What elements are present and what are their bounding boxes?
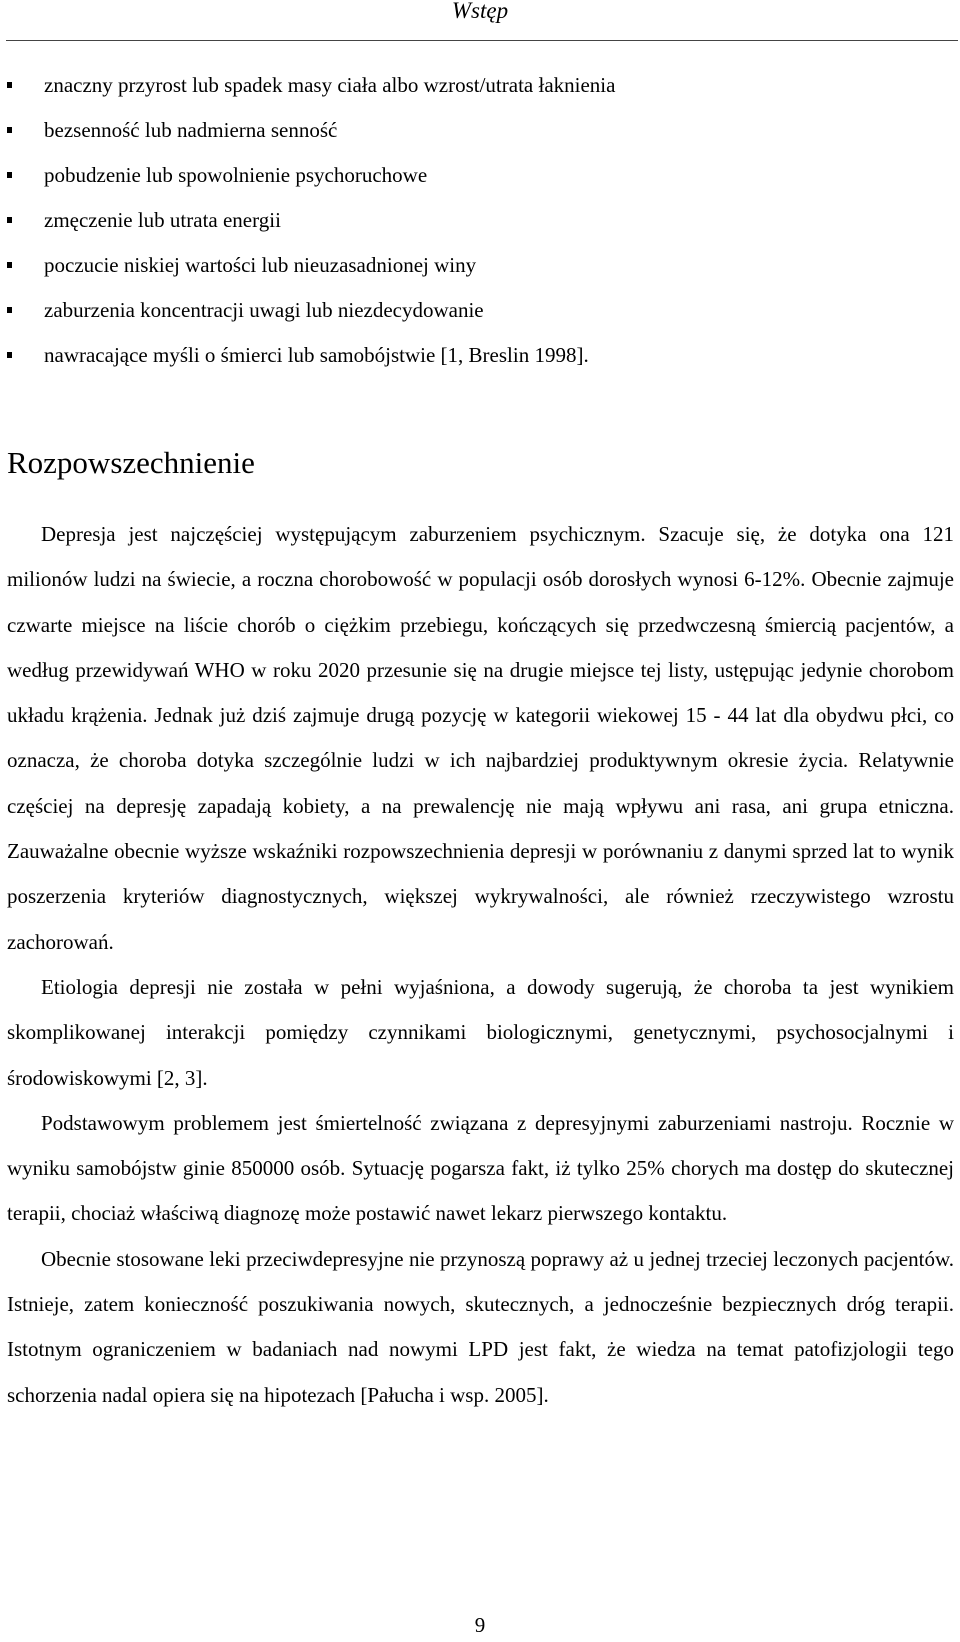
list-item-text: znaczny przyrost lub spadek masy ciała albo wzrost/utrata łaknienia: [44, 73, 616, 97]
list-item-text: bezsenność lub nadmierna senność: [44, 118, 338, 142]
list-item-text: nawracające myśli o śmierci lub samobójstwie [1, Breslin 1998].: [44, 343, 589, 367]
paragraph-mortality: Podstawowym problemem jest śmiertelność związana z depresyjnymi zaburzeniami nastroju. Rocznie w wyniku samobójstw ginie 850000 osób. Sytuację pogarsza fakt, iż tylko 25% chorych ma dostęp do skutecznej terapii, chociaż właściwą diagnozę może postawić nawet lekarz pierwszego kontaktu.: [7, 1110, 954, 1226]
section-heading: Rozpowszechnienie: [7, 445, 255, 480]
section-body: [7, 512, 954, 1418]
square-bullet-icon: [7, 172, 12, 178]
running-header-title: Wstęp: [451, 0, 509, 23]
list-item-text: pobudzenie lub spowolnienie psychoruchowe: [44, 163, 428, 187]
page-header: [0, 0, 960, 40]
page-number: 9: [474, 1613, 486, 1637]
paragraph-etiology: Etiologia depresji nie została w pełni wyjaśniona, a dowody sugerują, że choroba ta jest wynikiem skomplikowanej interakcji pomiędzy czynnikami biologicznymi, genetycznymi, psychosocjalnymi i środowiskowymi [2, 3].: [7, 974, 954, 1090]
square-bullet-icon: [7, 127, 12, 133]
header-divider: [6, 40, 958, 41]
list-item-text: zaburzenia koncentracji uwagi lub niezdecydowanie: [44, 298, 484, 322]
square-bullet-icon: [7, 82, 12, 88]
paragraph-prevalence: Depresja jest najczęściej występującym zaburzeniem psychicznym. Szacuje się, że dotyka ona 121 milionów ludzi na świecie, a roczna chorobowość w populacji osób dorosłych wynosi 6-12%. Obecnie zajmuje czwarte miejsce na liście chorób o ciężkim przebiegu, kończących się przedwczesną śmiercią pacjentów, a według przewidywań WHO w roku 2020 przesunie się na drugie miejsce tej listy, ustępując jedynie chorobom układu krążenia. Jednak już dziś zajmuje drugą pozycję w kategorii wiekowej 15 - 44 lat dla obydwu płci, co oznacza, że choroba dotyka szczególnie ludzi w ich najbardziej produktywnym okresie życia. Relatywnie częściej na depresję zapadają kobiety, a na prewalencję nie mają wpływu ani rasa, ani grupa etniczna. Zauważalne obecnie wyższe wskaźniki rozpowszechnienia depresji w porównaniu z danymi sprzed lat to wynik poszerzenia kryteriów diagnostycznych, większej wykrywalności, ale również rzeczywistego wzrostu zachorowań.: [7, 522, 954, 954]
list-item-text: zmęczenie lub utrata energii: [44, 208, 281, 232]
square-bullet-icon: [7, 352, 12, 358]
square-bullet-icon: [7, 307, 12, 313]
list-item-text: poczucie niskiej wartości lub nieuzasadnionej winy: [44, 253, 477, 277]
square-bullet-icon: [7, 262, 12, 268]
square-bullet-icon: [7, 217, 12, 223]
paragraph-treatment: Obecnie stosowane leki przeciwdepresyjne nie przynoszą poprawy aż u jednej trzeciej leczonych pacjentów. Istnieje, zatem konieczność poszukiwania nowych, skutecznych, a jednocześnie bezpiecznych dróg terapii. Istotnym ograniczeniem w badaniach nad nowymi LPD jest fakt, że wiedza na temat patofizjologii tego schorzenia nadal opiera się na hipotezach [Pałucha i wsp. 2005].: [7, 1246, 954, 1407]
